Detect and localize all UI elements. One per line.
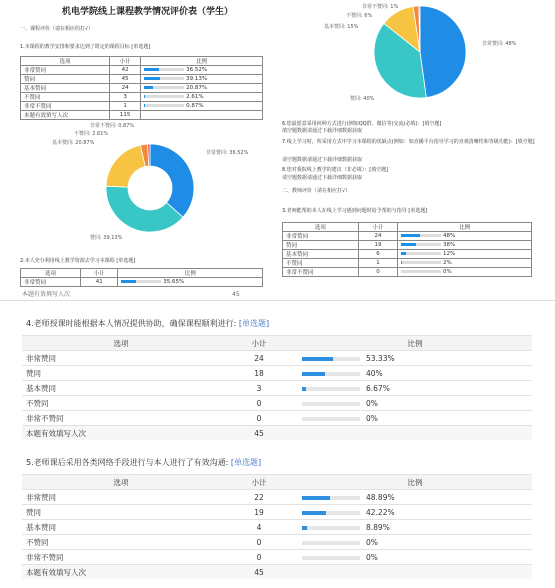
table-row bbox=[21, 278, 263, 287]
table-row bbox=[21, 75, 263, 84]
ratio-bar bbox=[302, 417, 360, 421]
q8-note: 请空题数据请通过下载详细数据获取 bbox=[282, 175, 363, 181]
count-value: 24 bbox=[109, 84, 140, 93]
table-header bbox=[21, 269, 263, 278]
ratio-bar bbox=[302, 511, 360, 515]
col-count: 小计 bbox=[81, 269, 118, 278]
option-label: 不赞同 bbox=[283, 259, 359, 268]
ratio-bar bbox=[302, 496, 360, 500]
col-count: 小计 bbox=[220, 336, 298, 351]
count-value: 19 bbox=[358, 241, 398, 250]
count-value: 24 bbox=[358, 232, 398, 241]
pie2-label-a: 非常赞同: 48% bbox=[482, 41, 517, 47]
table-row bbox=[22, 351, 532, 366]
pie-slice bbox=[420, 6, 466, 98]
q2-pct: 35.65% bbox=[163, 279, 185, 285]
q4-text: 4.老师授课时能根据本人情况提供协助，确保课程顺利进行: bbox=[26, 319, 237, 328]
percent-value: 2.61% bbox=[186, 94, 204, 100]
table-row bbox=[22, 381, 532, 396]
percent-value: 2% bbox=[442, 260, 452, 266]
option-label: 赞同 bbox=[283, 241, 359, 250]
count-value: 18 bbox=[220, 366, 298, 381]
q1-text: 1.本课程的教学安排和要求达到了既定的课程目标 bbox=[20, 44, 130, 50]
option-label: 非常赞同 bbox=[22, 490, 220, 505]
ratio-cell bbox=[141, 75, 263, 84]
pie-slice bbox=[150, 144, 194, 217]
table-row bbox=[22, 490, 532, 505]
percent-value: 40% bbox=[366, 368, 383, 378]
option-label: 本题有效填写人次 bbox=[22, 565, 220, 580]
q2-label bbox=[20, 258, 135, 265]
q7-note: 请空题数据请通过下载详细数据获取 bbox=[282, 157, 363, 163]
ratio-bar bbox=[302, 402, 360, 406]
ratio-cell bbox=[298, 520, 532, 535]
count-value: 19 bbox=[220, 505, 298, 520]
ratio-cell bbox=[298, 535, 532, 550]
count-value: 6 bbox=[358, 250, 398, 259]
option-label: 不赞同 bbox=[22, 535, 220, 550]
ratio-cell bbox=[298, 565, 532, 580]
table-row bbox=[21, 66, 263, 75]
q2-text: 2.本人充分利用线上教学资源去学习本课程 bbox=[20, 258, 115, 264]
q2-option: 非常赞同 bbox=[21, 278, 81, 287]
q5-type-link[interactable]: [单选题] bbox=[230, 458, 262, 467]
q3-type: [单选题] bbox=[408, 208, 428, 214]
ratio-bar bbox=[302, 541, 360, 545]
ratio-cell bbox=[298, 411, 532, 426]
ratio-cell bbox=[398, 232, 532, 241]
option-label: 非常不赞同 bbox=[22, 550, 220, 565]
table-row bbox=[22, 505, 532, 520]
col-ratio: 比例 bbox=[398, 223, 532, 232]
col-ratio: 比例 bbox=[141, 57, 263, 66]
table-row bbox=[283, 268, 532, 277]
percent-value: 36.52% bbox=[186, 67, 208, 73]
count-value: 22 bbox=[220, 490, 298, 505]
pie2-label-b: 赞同: 40% bbox=[350, 96, 375, 102]
col-option: 选项 bbox=[22, 475, 220, 490]
pie-chart-q3 bbox=[300, 0, 540, 112]
pie2-label-c: 基本赞同: 15% bbox=[324, 24, 359, 30]
ratio-bar bbox=[401, 252, 441, 255]
fragment-label: 本题有效填写人次 bbox=[22, 291, 71, 298]
pie1-label-e: 非常不赞同: 0.87% bbox=[90, 123, 135, 129]
percent-value: 38% bbox=[442, 242, 456, 248]
q4-table bbox=[22, 335, 532, 440]
table-row bbox=[21, 93, 263, 102]
pie1-label-b: 赞同: 39.13% bbox=[90, 235, 123, 241]
percent-value: 39.13% bbox=[186, 76, 208, 82]
document-title: 机电学院线上课程教学情况评价表（学生） bbox=[62, 7, 234, 17]
count-value: 1 bbox=[109, 102, 140, 111]
col-option: 选项 bbox=[21, 57, 110, 66]
count-value: 3 bbox=[109, 93, 140, 102]
option-label: 赞同 bbox=[22, 505, 220, 520]
pie-chart-q1 bbox=[30, 118, 265, 258]
ratio-bar bbox=[302, 357, 360, 361]
col-option: 选项 bbox=[21, 269, 81, 278]
ratio-bar bbox=[302, 387, 360, 391]
count-value: 45 bbox=[220, 565, 298, 580]
table-row bbox=[22, 366, 532, 381]
option-label: 非常不赞同 bbox=[22, 411, 220, 426]
col-count: 小计 bbox=[109, 57, 140, 66]
table-row bbox=[21, 84, 263, 93]
q5-table bbox=[22, 474, 532, 579]
q1-label bbox=[20, 44, 150, 51]
ratio-bar bbox=[144, 68, 184, 71]
total-row bbox=[22, 426, 532, 441]
count-value: 0 bbox=[220, 550, 298, 565]
ratio-cell bbox=[298, 505, 532, 520]
table-header bbox=[21, 57, 263, 66]
q3-label bbox=[282, 208, 427, 215]
ratio-bar bbox=[401, 243, 441, 246]
q6-text: 6.您最愿意采用何种方式进行(例如QQ群、微信等)交流(必填)：[填空题] bbox=[282, 121, 442, 127]
q5-heading bbox=[26, 457, 261, 468]
table-row bbox=[22, 520, 532, 535]
pie1-label-d: 不赞同: 2.61% bbox=[74, 131, 109, 137]
count-value: 45 bbox=[220, 426, 298, 441]
percent-value: 0% bbox=[442, 269, 452, 275]
table-row bbox=[21, 102, 263, 111]
divider bbox=[0, 300, 555, 301]
ratio-cell bbox=[398, 268, 532, 277]
option-label: 非常不赞同 bbox=[21, 102, 110, 111]
percent-value: 6.67% bbox=[366, 383, 390, 393]
ratio-cell bbox=[398, 250, 532, 259]
option-label: 赞同 bbox=[22, 366, 220, 381]
q2-count: 41 bbox=[81, 278, 118, 287]
q3-text: 3.老师能帮助本人在线上学习遇到问题时给予帮助与指导 bbox=[282, 208, 407, 214]
q2-ratio-cell bbox=[118, 278, 263, 287]
q4-type-link[interactable]: [单选题] bbox=[238, 319, 270, 328]
count-value: 0 bbox=[220, 411, 298, 426]
table-row bbox=[283, 241, 532, 250]
count-value: 0 bbox=[220, 535, 298, 550]
table-row bbox=[283, 250, 532, 259]
pie1-label-c: 基本赞同: 20.87% bbox=[52, 140, 95, 146]
ratio-bar bbox=[401, 234, 441, 237]
col-ratio: 比例 bbox=[118, 269, 263, 278]
percent-value: 53.33% bbox=[366, 353, 395, 363]
ratio-cell bbox=[298, 550, 532, 565]
table-row bbox=[22, 396, 532, 411]
q6-note: 填空题数据请通过下载详细数据获取 bbox=[282, 128, 363, 134]
percent-value: 12% bbox=[442, 251, 456, 257]
percent-value: 0% bbox=[366, 537, 378, 547]
q1-table bbox=[20, 56, 263, 120]
cut-fragment-row bbox=[22, 291, 532, 299]
fragment-count: 45 bbox=[232, 291, 240, 298]
table-header bbox=[22, 336, 532, 351]
ratio-bar bbox=[302, 526, 360, 530]
option-label: 非常赞同 bbox=[283, 232, 359, 241]
option-label: 非常赞同 bbox=[22, 351, 220, 366]
col-count: 小计 bbox=[220, 475, 298, 490]
option-label: 不赞同 bbox=[22, 396, 220, 411]
q1-type: [单选题] bbox=[131, 44, 151, 50]
col-option: 选项 bbox=[22, 336, 220, 351]
option-label: 基本赞同 bbox=[22, 381, 220, 396]
total-row bbox=[22, 565, 532, 580]
q8-text: 8.您对我院线上教学的建议（非必填）：[填空题] bbox=[282, 167, 389, 173]
percent-value: 0.87% bbox=[186, 103, 204, 109]
table-header bbox=[283, 223, 532, 232]
table-row bbox=[283, 259, 532, 268]
q7-text: 7.线上学习时，所采用方式中学习本课程的优缺点(例如：如直播平台指导学习的直观清晰性和等级功能)：[填空题] bbox=[282, 139, 535, 145]
pie2-label-e: 非常不赞同: 1% bbox=[362, 4, 399, 10]
pie-slice bbox=[106, 145, 145, 187]
option-label: 不赞同 bbox=[21, 93, 110, 102]
ratio-cell bbox=[141, 66, 263, 75]
option-label: 基本赞同 bbox=[22, 520, 220, 535]
option-label: 非常不赞同 bbox=[283, 268, 359, 277]
count-value: 45 bbox=[109, 75, 140, 84]
pie1-label-a: 非常赞同: 36.52% bbox=[206, 150, 249, 156]
table-row bbox=[22, 535, 532, 550]
ratio-cell bbox=[298, 490, 532, 505]
ratio-bar bbox=[302, 556, 360, 560]
count-value: 115 bbox=[109, 111, 140, 120]
q4-heading bbox=[26, 318, 269, 329]
percent-value: 20.87% bbox=[186, 85, 208, 91]
ratio-cell bbox=[398, 241, 532, 250]
count-value: 0 bbox=[220, 396, 298, 411]
table-row bbox=[283, 232, 532, 241]
col-count: 小计 bbox=[358, 223, 398, 232]
ratio-cell bbox=[298, 396, 532, 411]
section-1-heading: 一、课程评价（请在相应的打√） bbox=[20, 26, 94, 32]
ratio-bar bbox=[121, 280, 161, 283]
ratio-cell bbox=[141, 84, 263, 93]
table-header bbox=[22, 475, 532, 490]
ratio-cell bbox=[141, 93, 263, 102]
ratio-bar bbox=[302, 372, 360, 376]
percent-value: 0% bbox=[366, 398, 378, 408]
option-label: 本题有效填写人次 bbox=[22, 426, 220, 441]
q3-table bbox=[282, 222, 532, 277]
ratio-bar bbox=[401, 261, 441, 264]
option-label: 基本赞同 bbox=[283, 250, 359, 259]
ratio-bar bbox=[401, 270, 441, 273]
percent-value: 48% bbox=[442, 233, 456, 239]
option-label: 本题有效填写人次 bbox=[21, 111, 110, 120]
option-label: 赞同 bbox=[21, 75, 110, 84]
ratio-bar bbox=[144, 77, 184, 80]
ratio-cell bbox=[298, 426, 532, 441]
option-label: 非常赞同 bbox=[21, 66, 110, 75]
count-value: 24 bbox=[220, 351, 298, 366]
section-2-heading: 二、教师评价（请在相应打√） bbox=[282, 188, 351, 194]
percent-value: 42.22% bbox=[366, 507, 395, 517]
ratio-bar bbox=[144, 86, 184, 89]
ratio-cell bbox=[398, 259, 532, 268]
ratio-cell bbox=[298, 381, 532, 396]
percent-value: 0% bbox=[366, 413, 378, 423]
table-row bbox=[22, 411, 532, 426]
percent-value: 8.89% bbox=[366, 522, 390, 532]
option-label: 基本赞同 bbox=[21, 84, 110, 93]
col-ratio: 比例 bbox=[298, 336, 532, 351]
ratio-cell bbox=[298, 351, 532, 366]
q5-text: 5.老师课后采用各类网络手段进行与本人进行了有效沟通: bbox=[26, 458, 229, 467]
count-value: 3 bbox=[220, 381, 298, 396]
ratio-bar bbox=[144, 104, 184, 107]
col-option: 选项 bbox=[283, 223, 359, 232]
q2-table bbox=[20, 268, 263, 287]
pie2-label-d: 不赞同: 6% bbox=[346, 13, 373, 19]
ratio-cell bbox=[298, 366, 532, 381]
ratio-bar bbox=[144, 95, 184, 98]
count-value: 0 bbox=[358, 268, 398, 277]
count-value: 1 bbox=[358, 259, 398, 268]
percent-value: 48.89% bbox=[366, 492, 395, 502]
count-value: 42 bbox=[109, 66, 140, 75]
q2-type: [单选题] bbox=[116, 258, 136, 264]
percent-value: 0% bbox=[366, 552, 378, 562]
col-ratio: 比例 bbox=[298, 475, 532, 490]
table-row bbox=[22, 550, 532, 565]
ratio-cell bbox=[141, 102, 263, 111]
count-value: 4 bbox=[220, 520, 298, 535]
